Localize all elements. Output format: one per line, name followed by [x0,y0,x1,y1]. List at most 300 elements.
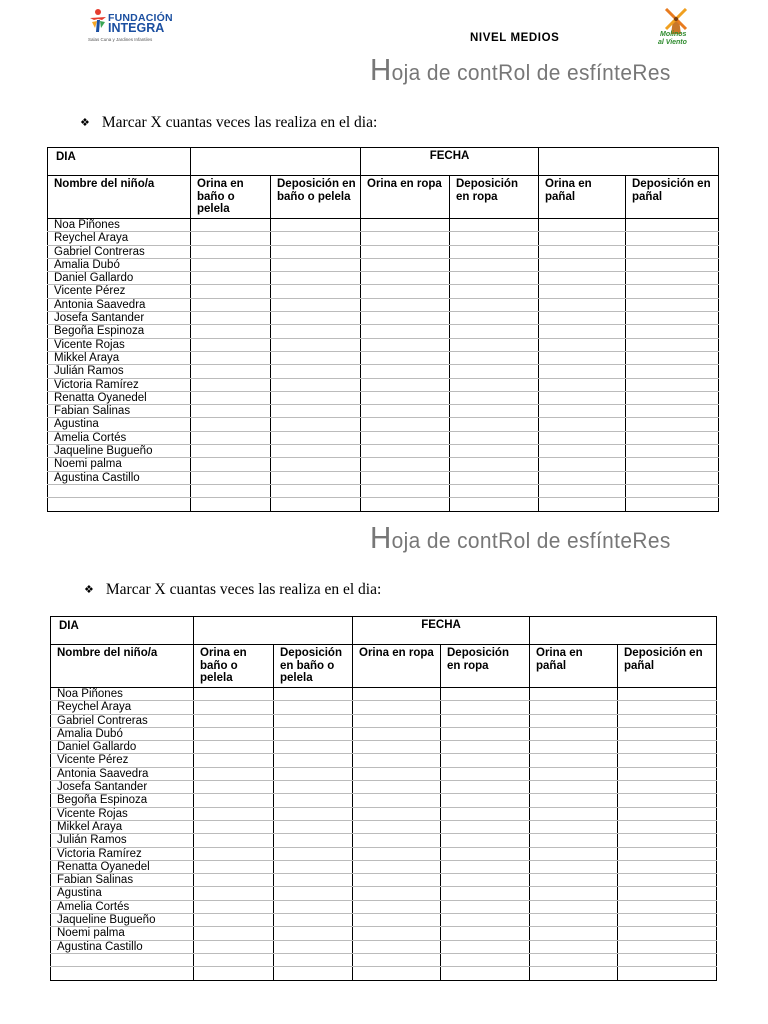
mark-cell[interactable] [618,767,717,780]
mark-cell[interactable] [441,940,530,953]
mark-cell[interactable] [191,258,271,271]
mark-cell[interactable] [539,338,626,351]
mark-cell[interactable] [441,767,530,780]
mark-cell[interactable] [274,860,353,873]
mark-cell[interactable] [441,874,530,887]
mark-cell[interactable] [530,794,618,807]
mark-cell[interactable] [450,458,539,471]
mark-cell[interactable] [530,887,618,900]
mark-cell[interactable] [191,245,271,258]
mark-cell[interactable] [274,741,353,754]
mark-cell[interactable] [271,405,361,418]
mark-cell[interactable] [618,820,717,833]
mark-cell[interactable] [450,312,539,325]
mark-cell[interactable] [274,927,353,940]
mark-cell[interactable] [191,351,271,364]
mark-cell[interactable] [618,900,717,913]
mark-cell[interactable] [361,405,450,418]
mark-cell[interactable] [191,285,271,298]
mark-cell[interactable] [441,967,530,980]
mark-cell[interactable] [191,272,271,285]
mark-cell[interactable] [626,298,719,311]
mark-cell[interactable] [626,405,719,418]
mark-cell[interactable] [361,351,450,364]
mark-cell[interactable] [530,847,618,860]
mark-cell[interactable] [626,458,719,471]
mark-cell[interactable] [450,391,539,404]
mark-cell[interactable] [194,820,274,833]
mark-cell[interactable] [274,794,353,807]
mark-cell[interactable] [361,431,450,444]
mark-cell[interactable] [274,900,353,913]
mark-cell[interactable] [539,312,626,325]
mark-cell[interactable] [271,431,361,444]
mark-cell[interactable] [274,847,353,860]
mark-cell[interactable] [353,927,441,940]
mark-cell[interactable] [530,741,618,754]
mark-cell[interactable] [274,781,353,794]
mark-cell[interactable] [626,338,719,351]
column-header-row [48,176,719,219]
mark-cell[interactable] [450,258,539,271]
mark-cell[interactable] [539,498,626,511]
mark-cell[interactable] [530,940,618,953]
mark-cell[interactable] [450,219,539,232]
mark-cell[interactable] [626,351,719,364]
mark-cell[interactable] [353,754,441,767]
mark-cell[interactable] [441,914,530,927]
child-name: Agustina Castillo [48,471,191,484]
mark-cell[interactable] [271,285,361,298]
mark-cell[interactable] [271,298,361,311]
mark-cell[interactable] [626,285,719,298]
mark-cell[interactable] [530,807,618,820]
mark-cell[interactable] [361,445,450,458]
mark-cell[interactable] [194,847,274,860]
mark-cell[interactable] [361,298,450,311]
mark-cell[interactable] [191,445,271,458]
mark-cell[interactable] [353,714,441,727]
dia-field[interactable] [194,617,353,645]
mark-cell[interactable] [353,953,441,966]
mark-cell[interactable] [618,714,717,727]
mark-cell[interactable] [353,914,441,927]
mark-cell[interactable] [530,701,618,714]
mark-cell[interactable] [194,914,274,927]
mark-cell[interactable] [618,794,717,807]
mark-cell[interactable] [271,458,361,471]
child-name: Noa Piñones [51,688,194,701]
mark-cell[interactable] [450,298,539,311]
mark-cell[interactable] [618,847,717,860]
mark-cell[interactable] [194,754,274,767]
mark-cell[interactable] [274,940,353,953]
mark-cell[interactable] [450,245,539,258]
mark-cell[interactable] [361,245,450,258]
mark-cell[interactable] [626,258,719,271]
mark-cell[interactable] [361,458,450,471]
mark-cell[interactable] [274,714,353,727]
mark-cell[interactable] [353,794,441,807]
mark-cell[interactable] [274,727,353,740]
mark-cell[interactable] [194,767,274,780]
mark-cell[interactable] [539,351,626,364]
mark-cell[interactable] [274,967,353,980]
foundation-name-line1: FUNDACIÓN [108,12,173,24]
mark-cell[interactable] [353,900,441,913]
mark-cell[interactable] [274,914,353,927]
mark-cell[interactable] [618,741,717,754]
mark-cell[interactable] [353,847,441,860]
mark-cell[interactable] [626,219,719,232]
child-name: Amalia Dubó [51,727,194,740]
mark-cell[interactable] [194,714,274,727]
mark-cell[interactable] [191,498,271,511]
child-name: Noemi palma [48,458,191,471]
mark-cell[interactable] [539,378,626,391]
mark-cell[interactable] [191,471,271,484]
mark-cell[interactable] [530,754,618,767]
table-row [51,940,717,953]
mark-cell[interactable] [271,418,361,431]
child-name: Agustina [51,887,194,900]
mark-cell[interactable] [191,219,271,232]
mark-cell[interactable] [353,887,441,900]
mark-cell[interactable] [271,378,361,391]
mark-cell[interactable] [626,245,719,258]
mark-cell[interactable] [539,458,626,471]
mark-cell[interactable] [450,498,539,511]
mark-cell[interactable] [361,391,450,404]
table-row [51,688,717,701]
mark-cell[interactable] [361,219,450,232]
mark-cell[interactable] [271,232,361,245]
mark-cell[interactable] [618,781,717,794]
column-header: Orina en pañal [539,176,626,219]
foundation-name-line2: INTEGRA [108,21,165,35]
table-row [48,458,719,471]
mark-cell[interactable] [450,471,539,484]
mark-cell[interactable] [361,272,450,285]
mark-cell[interactable] [450,484,539,497]
mark-cell[interactable] [530,767,618,780]
mark-cell[interactable] [194,688,274,701]
mark-cell[interactable] [191,391,271,404]
mark-cell[interactable] [441,794,530,807]
table-row [51,927,717,940]
mark-cell[interactable] [441,781,530,794]
mark-cell[interactable] [539,285,626,298]
child-name: Vicente Pérez [51,754,194,767]
mark-cell[interactable] [618,967,717,980]
mark-cell[interactable] [271,338,361,351]
mark-cell[interactable] [539,298,626,311]
mark-cell[interactable] [530,953,618,966]
mark-cell[interactable] [361,232,450,245]
mark-cell[interactable] [441,727,530,740]
mark-cell[interactable] [441,860,530,873]
mark-cell[interactable] [441,820,530,833]
mark-cell[interactable] [271,391,361,404]
mark-cell[interactable] [353,688,441,701]
mark-cell[interactable] [194,900,274,913]
mark-cell[interactable] [626,365,719,378]
mark-cell[interactable] [530,927,618,940]
mark-cell[interactable] [194,860,274,873]
mark-cell[interactable] [191,325,271,338]
mark-cell[interactable] [539,445,626,458]
mark-cell[interactable] [618,927,717,940]
mark-cell[interactable] [274,807,353,820]
child-name: Amelia Cortés [51,900,194,913]
mark-cell[interactable] [274,754,353,767]
control-table [47,147,719,512]
column-header: Nombre del niño/a [48,176,191,219]
mark-cell[interactable] [271,498,361,511]
mark-cell[interactable] [530,820,618,833]
mark-cell[interactable] [626,484,719,497]
mark-cell[interactable] [530,900,618,913]
mark-cell[interactable] [361,312,450,325]
mark-cell[interactable] [530,874,618,887]
mark-cell[interactable] [353,820,441,833]
mark-cell[interactable] [271,471,361,484]
mark-cell[interactable] [191,418,271,431]
mark-cell[interactable] [618,701,717,714]
mark-cell[interactable] [539,325,626,338]
mark-cell[interactable] [539,418,626,431]
mark-cell[interactable] [353,701,441,714]
mark-cell[interactable] [626,391,719,404]
mark-cell[interactable] [353,727,441,740]
mark-cell[interactable] [530,727,618,740]
mark-cell[interactable] [353,834,441,847]
mark-cell[interactable] [353,874,441,887]
mark-cell[interactable] [191,484,271,497]
mark-cell[interactable] [441,834,530,847]
mark-cell[interactable] [450,272,539,285]
table-row [48,325,719,338]
table-row [51,860,717,873]
mark-cell[interactable] [441,900,530,913]
mark-cell[interactable] [271,325,361,338]
mark-cell[interactable] [191,405,271,418]
mark-cell[interactable] [450,431,539,444]
mark-cell[interactable] [539,245,626,258]
mark-cell[interactable] [441,807,530,820]
mark-cell[interactable] [191,338,271,351]
mark-cell[interactable] [618,940,717,953]
mark-cell[interactable] [271,272,361,285]
mark-cell[interactable] [530,860,618,873]
mark-cell[interactable] [539,232,626,245]
mark-cell[interactable] [450,232,539,245]
mark-cell[interactable] [361,484,450,497]
mark-cell[interactable] [361,365,450,378]
table-row [51,701,717,714]
mark-cell[interactable] [194,887,274,900]
mark-cell[interactable] [626,232,719,245]
mark-cell[interactable] [539,258,626,271]
mark-cell[interactable] [271,484,361,497]
mark-cell[interactable] [361,471,450,484]
mark-cell[interactable] [530,967,618,980]
mark-cell[interactable] [441,701,530,714]
mark-cell[interactable] [194,741,274,754]
mark-cell[interactable] [194,701,274,714]
mark-cell[interactable] [618,754,717,767]
mark-cell[interactable] [353,940,441,953]
mark-cell[interactable] [626,498,719,511]
mark-cell[interactable] [441,754,530,767]
mark-cell[interactable] [271,258,361,271]
mark-cell[interactable] [626,312,719,325]
mark-cell[interactable] [618,727,717,740]
mark-cell[interactable] [361,258,450,271]
mark-cell[interactable] [274,701,353,714]
child-name: Noemi palma [51,927,194,940]
mark-cell[interactable] [626,325,719,338]
mark-cell[interactable] [539,405,626,418]
table-row [51,900,717,913]
mark-cell[interactable] [194,834,274,847]
mark-cell[interactable] [450,405,539,418]
header-row-date [48,148,719,176]
mark-cell[interactable] [361,325,450,338]
mark-cell[interactable] [530,688,618,701]
mark-cell[interactable] [274,820,353,833]
mark-cell[interactable] [271,312,361,325]
mark-cell[interactable] [441,688,530,701]
mark-cell[interactable] [191,232,271,245]
mark-cell[interactable] [194,953,274,966]
mark-cell[interactable] [626,418,719,431]
mark-cell[interactable] [450,378,539,391]
mark-cell[interactable] [274,688,353,701]
mark-cell[interactable] [539,391,626,404]
mark-cell[interactable] [618,953,717,966]
mark-cell[interactable] [353,860,441,873]
mark-cell[interactable] [194,794,274,807]
mark-cell[interactable] [274,953,353,966]
mark-cell[interactable] [194,967,274,980]
mark-cell[interactable] [191,431,271,444]
mark-cell[interactable] [618,874,717,887]
mark-cell[interactable] [618,860,717,873]
mark-cell[interactable] [539,431,626,444]
mark-cell[interactable] [450,325,539,338]
mark-cell[interactable] [361,285,450,298]
mark-cell[interactable] [194,874,274,887]
mark-cell[interactable] [353,967,441,980]
mark-cell[interactable] [530,834,618,847]
table-row [51,714,717,727]
mark-cell[interactable] [530,914,618,927]
mark-cell[interactable] [274,767,353,780]
table-row [48,285,719,298]
fecha-field[interactable] [539,148,719,176]
mark-cell[interactable] [361,378,450,391]
mark-cell[interactable] [539,484,626,497]
mark-cell[interactable] [441,847,530,860]
mark-cell[interactable] [450,418,539,431]
mark-cell[interactable] [361,418,450,431]
mark-cell[interactable] [191,458,271,471]
mark-cell[interactable] [271,219,361,232]
mark-cell[interactable] [271,445,361,458]
mark-cell[interactable] [191,365,271,378]
mark-cell[interactable] [194,727,274,740]
mark-cell[interactable] [271,245,361,258]
mark-cell[interactable] [626,272,719,285]
mark-cell[interactable] [441,953,530,966]
mark-cell[interactable] [441,714,530,727]
mark-cell[interactable] [530,781,618,794]
mark-cell[interactable] [274,874,353,887]
mark-cell[interactable] [274,834,353,847]
child-name: Reychel Araya [51,701,194,714]
mark-cell[interactable] [539,272,626,285]
mark-cell[interactable] [618,688,717,701]
table-row [48,431,719,444]
mark-cell[interactable] [618,887,717,900]
mark-cell[interactable] [353,807,441,820]
mark-cell[interactable] [194,940,274,953]
child-name: Amelia Cortés [48,431,191,444]
mark-cell[interactable] [353,781,441,794]
mark-cell[interactable] [353,767,441,780]
mark-cell[interactable] [450,365,539,378]
mark-cell[interactable] [194,927,274,940]
mark-cell[interactable] [450,285,539,298]
mark-cell[interactable] [539,471,626,484]
mark-cell[interactable] [274,887,353,900]
mark-cell[interactable] [450,351,539,364]
mark-cell[interactable] [361,498,450,511]
mark-cell[interactable] [626,471,719,484]
mark-cell[interactable] [441,887,530,900]
table-row [51,834,717,847]
mark-cell[interactable] [441,741,530,754]
mark-cell[interactable] [271,365,361,378]
mark-cell[interactable] [191,298,271,311]
dia-field[interactable] [191,148,361,176]
mark-cell[interactable] [618,807,717,820]
mark-cell[interactable] [626,431,719,444]
mark-cell[interactable] [618,834,717,847]
mark-cell[interactable] [441,927,530,940]
mark-cell[interactable] [450,445,539,458]
fecha-field[interactable] [530,617,717,645]
mark-cell[interactable] [353,741,441,754]
mark-cell[interactable] [191,378,271,391]
mark-cell[interactable] [194,807,274,820]
mark-cell[interactable] [618,914,717,927]
table-row [48,471,719,484]
table-row [48,338,719,351]
mark-cell[interactable] [361,338,450,351]
mark-cell[interactable] [530,714,618,727]
mark-cell[interactable] [191,312,271,325]
mark-cell[interactable] [626,378,719,391]
table-row [51,767,717,780]
mark-cell[interactable] [194,781,274,794]
mark-cell[interactable] [450,338,539,351]
mark-cell[interactable] [271,351,361,364]
mark-cell[interactable] [626,445,719,458]
mark-cell[interactable] [539,365,626,378]
mark-cell[interactable] [539,219,626,232]
